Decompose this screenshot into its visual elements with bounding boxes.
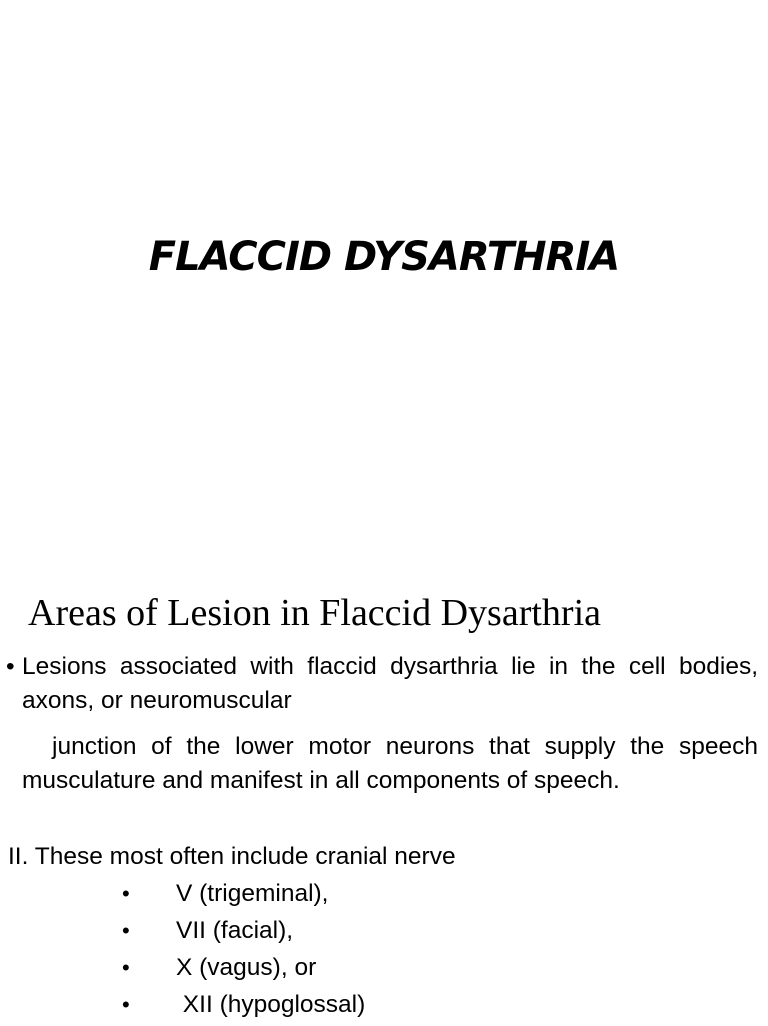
lesion-paragraph-text: Lesions associated with flaccid dysarthria lie in the cell bodies, axons, or neuromuscular [22,653,758,714]
content-slide [0,576,768,1024]
bullet-icon: • [6,653,15,680]
lesion-paragraph [6,650,758,718]
nerve-label: V (trigeminal), [176,880,329,907]
list-item [0,878,768,915]
list-item [0,989,768,1026]
list-item [0,915,768,952]
junction-paragraph: junction of the lower motor neurons that supply the speech musculature and manifest in all components of speech. [22,733,758,794]
cranial-nerve-intro: II. These most often include cranial nerve [8,843,456,870]
nerve-label: VII (facial), [176,917,294,944]
list-item [0,952,768,989]
nerve-label: XII (hypoglossal) [176,991,366,1018]
slide-heading: Areas of Lesion in Flaccid Dysarthria [28,592,601,634]
bullet-icon: • [122,881,130,906]
nerve-label: X (vagus), or [176,954,317,981]
bullet-icon: • [122,992,130,1017]
slide-title: FLACCID DYSARTHRIA [148,234,620,280]
cranial-nerve-list [0,878,768,1026]
bullet-icon: • [122,918,130,943]
bullet-icon: • [122,955,130,980]
